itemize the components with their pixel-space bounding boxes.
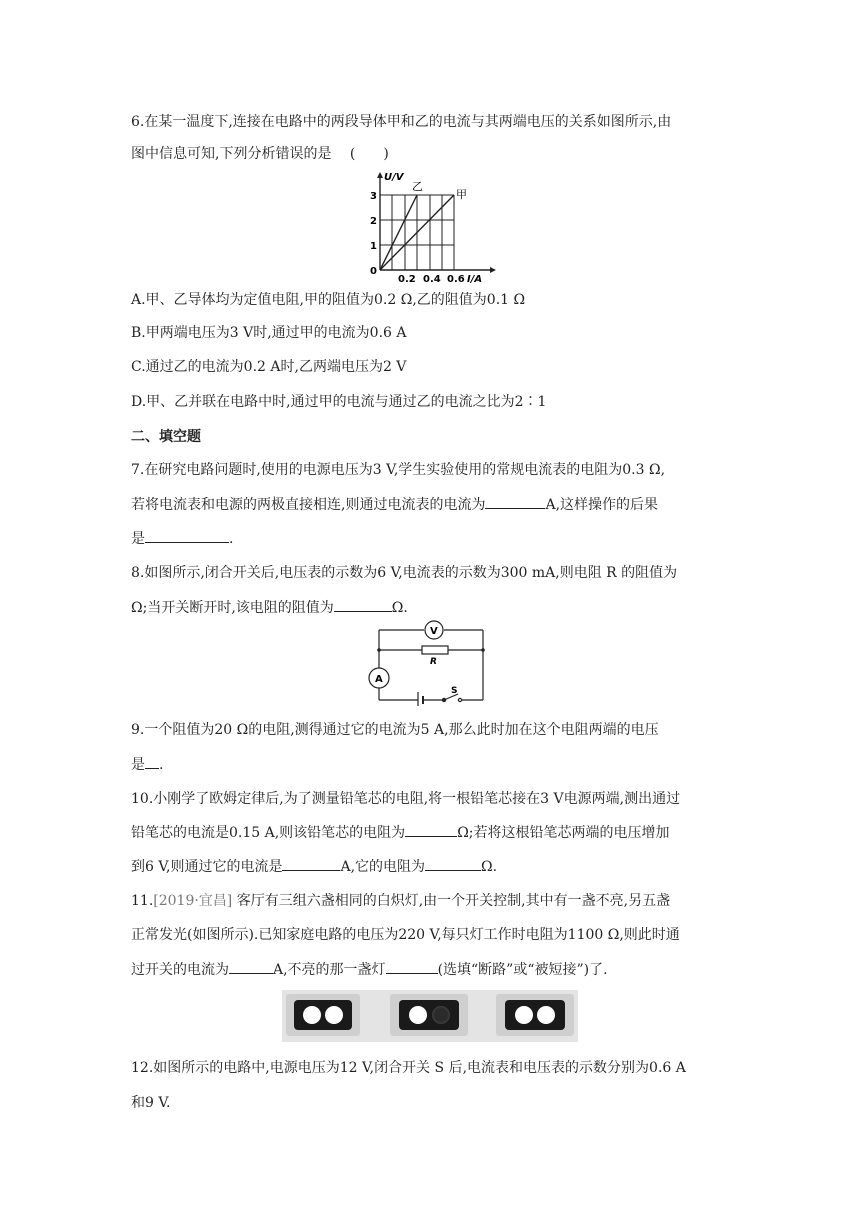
- q11-line-2: 正常发光(如图所示).已知家庭电路的电压为220 V,每只灯工作时电阻为1100 Ω,则此时通: [131, 927, 680, 943]
- q11-line-3-text-b: A,不亮的那一盏灯: [273, 962, 386, 978]
- q8-line-2-text-b: Ω.: [391, 600, 408, 616]
- q6-ui-graph: [362, 168, 500, 286]
- q12-line-2: 和9 V.: [131, 1095, 171, 1111]
- q11-number: 11.: [131, 893, 154, 909]
- q12-line-1: 12.如图所示的电路中,电源电压为12 V,闭合开关 S 后,电流表和电压表的示数分别为0.6 A: [131, 1060, 686, 1076]
- q11-lamps-photo: [282, 990, 578, 1042]
- q6-option-c: C.通过乙的电流为0.2 A时,乙两端电压为2 V: [131, 359, 407, 375]
- lamp-group-2: [390, 994, 468, 1036]
- q6-option-a: A.甲、乙导体均为定值电阻,甲的阻值为0.2 Ω,乙的阻值为0.1 Ω: [131, 292, 526, 308]
- q9-line-2: [131, 754, 163, 775]
- q10-line-3-text-c: Ω.: [481, 859, 498, 875]
- q6-option-d: D.甲、乙并联在电路中时,通过甲的电流与通过乙的电流之比为2∶1: [131, 394, 547, 410]
- q11-line-3-text-a: 过开关的电流为: [131, 962, 229, 978]
- q8-line-1: 8.如图所示,闭合开关后,电压表的示数为6 V,电流表的示数为300 mA,则电阻 R 的阻值为: [131, 565, 678, 581]
- q11-line-1: [131, 891, 670, 911]
- lamp-on: [409, 1006, 427, 1024]
- q10-line-3-text-b: A,它的电阻为: [340, 859, 426, 875]
- q8-line-2: [131, 597, 408, 618]
- q7-answer-blank-1[interactable]: [485, 494, 545, 509]
- graph-x-tick: 0.4: [423, 274, 441, 285]
- section-heading: 二、填空题: [131, 429, 201, 445]
- q11-line-1-text: 客厅有三组六盏相同的白炽灯,由一个开关控制,其中有一盏不亮,另五盏: [232, 893, 671, 909]
- lamp-on: [303, 1006, 321, 1024]
- q6-option-b: B.甲两端电压为3 V时,通过甲的电流为0.6 A: [131, 325, 407, 341]
- q10-answer-blank-2[interactable]: [282, 856, 340, 871]
- lamp-group-1: [286, 994, 360, 1036]
- q10-line-2-text-a: 铅笔芯的电流是0.15 A,则该铅笔芯的电阻为: [131, 825, 406, 841]
- graph-y-label: U/V: [384, 172, 404, 183]
- q8-circuit-diagram: [368, 620, 490, 706]
- q9-line-2-text-b: .: [159, 757, 164, 773]
- q9-answer-blank[interactable]: [145, 754, 159, 769]
- graph-y-tick: 0: [370, 266, 377, 277]
- lamp-off: [432, 1006, 450, 1024]
- lamp-on: [537, 1006, 555, 1024]
- q7-answer-blank-2[interactable]: [145, 528, 229, 543]
- graph-x-tick: 0.2: [398, 274, 416, 285]
- q8-line-2-text-a: Ω;当开关断开时,该电阻的阻值为: [131, 600, 334, 616]
- graph-y-tick: 1: [370, 241, 377, 252]
- q6-line-2: 图中信息可知,下列分析错误的是 ( ): [131, 146, 389, 162]
- q7-line-2: [131, 494, 658, 515]
- graph-y-tick: 3: [370, 191, 377, 202]
- q8-answer-blank[interactable]: [334, 597, 392, 612]
- q10-line-2: [131, 822, 670, 843]
- voltmeter-label: V: [430, 626, 438, 637]
- graph-line-jia-label: 甲: [456, 188, 467, 201]
- graph-line-yi-label: 乙: [412, 180, 423, 193]
- q11-answer-blank-2[interactable]: [386, 959, 438, 974]
- q10-answer-blank-3[interactable]: [425, 856, 481, 871]
- q9-line-2-text-a: 是: [131, 757, 145, 773]
- q11-answer-blank-1[interactable]: [229, 959, 273, 974]
- q10-line-2-text-b: Ω;若将这根铅笔芯两端的电压增加: [457, 825, 670, 841]
- q11-line-3: [131, 959, 608, 980]
- graph-x-tick: 0.6: [447, 274, 465, 285]
- q10-line-3-text-a: 到6 V,则通过它的电流是: [131, 859, 283, 875]
- q11-line-3-text-c: (选填“断路”或“被短接”)了.: [437, 962, 608, 978]
- lamp-on: [325, 1006, 343, 1024]
- q9-line-1: 9.一个阻值为20 Ω的电阻,测得通过它的电流为5 A,那么此时加在这个电阻两端的电压: [131, 722, 659, 738]
- q7-line-3-text-a: 是: [131, 531, 145, 547]
- lamp-on: [515, 1006, 533, 1024]
- q10-line-3: [131, 856, 497, 877]
- q7-line-2-text-b: A,这样操作的后果: [545, 497, 659, 513]
- resistor-label: R: [430, 657, 437, 667]
- graph-y-tick: 2: [370, 216, 377, 227]
- q7-line-2-text-a: 若将电流表和电源的两极直接相连,则通过电流表的电流为: [131, 497, 486, 513]
- q7-line-3-text-b: .: [229, 531, 234, 547]
- q10-line-1: 10.小刚学了欧姆定律后,为了测量铅笔芯的电阻,将一根铅笔芯接在3 V电源两端,测出通过: [131, 791, 681, 807]
- q11-source-tag: [2019·宜昌]: [153, 893, 233, 909]
- switch-label: S: [451, 686, 458, 696]
- ammeter-label: A: [375, 674, 383, 685]
- q10-answer-blank-1[interactable]: [405, 822, 457, 837]
- lamp-group-3: [496, 994, 574, 1036]
- graph-x-label: I/A: [467, 274, 483, 285]
- q7-line-3: [131, 528, 233, 549]
- q7-line-1: 7.在研究电路问题时,使用的电源电压为3 V,学生实验使用的常规电流表的电阻为0.3 Ω,: [131, 462, 666, 478]
- q6-line-1: 6.在某一温度下,连接在电路中的两段导体甲和乙的电流与其两端电压的关系如图所示,由: [131, 114, 672, 130]
